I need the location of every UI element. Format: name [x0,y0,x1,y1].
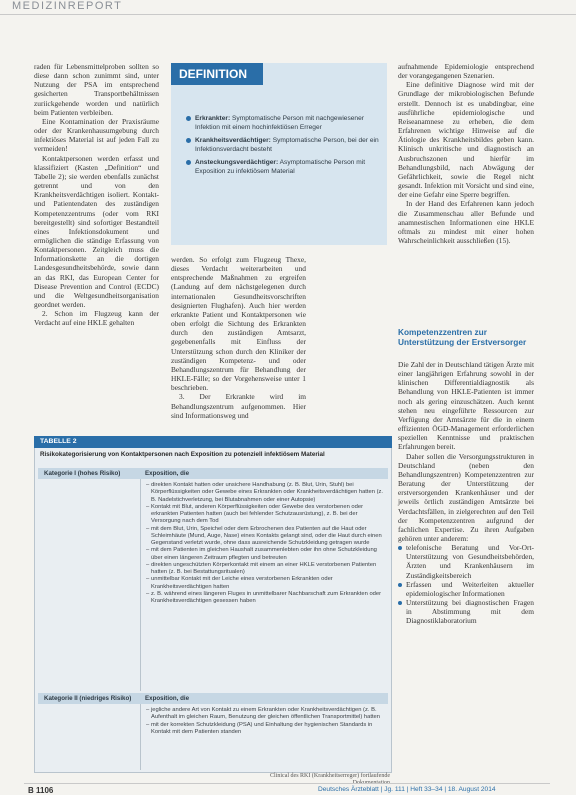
task-list-item: telefonische Beratung und Vor-Ort-Unterstützung von Gesundheitsbehörden, Ärzten und Krankenhäusern im Zuständigkeitsbereich [398,543,534,580]
task-list [398,543,534,625]
col1-paragraph: 2. Schon im Flugzeug kann der Verdacht auf eine HKLE gehalten [34,309,159,328]
col3-paragraph: aufnahmende Epidemiologie entsprechend der vorangegangenen Szenarien. [398,62,534,81]
table-cell-cat1 [146,482,386,690]
page-number: B 1106 [28,786,54,795]
table-row: – z. B. während eines längeren Fluges in unmittelbarer Nachbarschaft zum Erkrankten oder Krankheitsverdächtigen gesessen haben [146,591,386,606]
definition-list [186,115,382,182]
bullet-icon [186,160,191,165]
col3b-paragraph: Daher sollen die Versorgungsstrukturen in Deutschland (neben den Behandlungszentren) Kompetenzzentren zur Beratung der Unterstützung der erstversorgenden Krankenhäuser und der jeweils örtlich zuständigen Amtsärzte bei Verdachtsfällen, in zielgerechten auf den Teil der Kompetenzzentren aufgrund der fachlichen Expertise. Zu ihren Aufgaben gehören unter anderem: [398,451,534,543]
definition-text: Asymptomatische Person mit Exposition zu infektiösem Material [195,159,366,175]
col3b-paragraph: Die Zahl der in Deutschland tätigen Ärzte mit einer langjährigen Erfahrung sowohl in der klinischen Differentialdiagnostik als Behandlung von HKLE-Patienten ist immer noch als gering einzuschätzen. Auch kennt stehen neu eingeführte Ressourcen zur Verfügung der Amtsärzte für die in einem effizienten ÖGD-Management erforderlichen speziellen Kenntnisse und praktischen Erfahrungen bereit. [398,360,534,452]
definition-item [186,159,382,176]
col2-paragraph: 3. Der Erkrankte wird im Behandlungszentrum aufgenommen. Hier sind Informationsweg und [171,392,306,420]
table-row: – direkten ungeschützten Körperkontakt mit einem an einer HKLE verstorbenen Patienten hatten (z. B. bei Bestattungsritualen) [146,562,386,577]
table-header-row [38,468,388,479]
table-cell-cat2 [146,707,386,769]
column-3-continued [398,360,534,770]
journal-citation: Deutsches Ärzteblatt | Jg. 111 | Heft 33–34 | 18. August 2014 [318,786,496,793]
table-row: – mit dem Patienten im gleichen Haushalt zusammenlebten oder ihn ohne Schutzkleidung über einen längeren Zeitraum pflegten und betreuten [146,547,386,562]
definition-term: Krankheitsverdächtiger: [195,137,271,145]
task-list-item: Erfassen und Weiterleiten aktueller epidemiologischer Informationen [398,580,534,598]
table-caption: Clinical des RKI (Krankheitserreger) fortlaufende [270,773,390,779]
column-3 [398,62,534,315]
table-header-category: Kategorie II (niedriges Risiko) [44,695,132,702]
definition-term: Ansteckungsverdächtiger: [195,159,279,167]
col1-paragraph: raden für Lebensmittelproben sollten so diese dann schon zunimmt sind, unter Nutzung der PSA im entsprechend gesicherten Transportbehältnissen zuriickgehende worden und natürlich beim Patienten verbleiben. [34,62,159,117]
table-row: – mit dem Blut, Urin, Speichel oder dem Erbrochenen des Patienten auf die Haut oder Schleimhäute (Mund, Auge, Nase) eines Kontakts gelangt sind, oder die Haut durch einen Gegenstand verletzt wurde, ohne dass ausreichende Schutzkleidung getragen wurde [146,526,386,548]
column-1 [34,62,159,422]
table-row: – direkten Kontakt hatten oder unsichere Handhabung (z. B. Blut, Urin, Stuhl) bei Körperflüssigkeiten oder Gewebe eines Erkrankten oder Krankheitsverdächtigen hatten (z. B. Nadelstichverletzung, bei Blutabnahmen oder einer Autopsie) [146,482,386,504]
table-row: – mit der korrekten Schutzkleidung (PSA) und Einhaltung der hygienischen Standards in Kontakt mit dem Patienten standen [146,722,386,737]
column-divider [140,479,141,691]
definition-term: Erkrankter: [195,115,231,122]
column-2 [171,255,306,420]
table-header-category: Kategorie I (hohes Risiko) [44,470,121,477]
footer-divider [24,783,550,784]
table-header-row [38,693,388,704]
definition-item [186,115,382,132]
table-header-exposure: Exposition, die [145,470,190,477]
task-list-item: Unterstützung bei diagnostischen Fragen in Abstimmung mit dem Diagnostiklaboratorium [398,598,534,625]
definition-text: Symptomatische Person, bei der ein Infektionsverdacht besteht [195,137,379,153]
definition-title: DEFINITION [171,63,263,85]
col1-paragraph: Eine Kontamination der Praxisräume oder der Krankenhausumgebung durch infektiöses Material ist auf jeden Fall zu vermeiden! [34,116,159,154]
definition-text: Symptomatische Person mit nachgewiesener Infektion mit einem hochinfektiösen Erreger [195,115,364,131]
table-row: – Kontakt mit Blut, anderen Körperflüssigkeiten oder Gewebe des verstorbenen oder erkrankten Patienten hatten (auch bei fehlender Schutzausrüstung), z. B. bei der Versorgung nach dem Tod [146,504,386,526]
table-row: – unmittelbar Kontakt mit der Leiche eines verstorbenen Erkrankten oder Krankheitsverdächtigen hatten [146,576,386,591]
bullet-icon [186,138,191,143]
section-subheading: Kompetenzzentren zur Unterstützung der Erstversorger [398,327,527,347]
col1-paragraph: Kontaktpersonen werden erfasst und klassifiziert (Kasten „Definition“ und Tabelle 2); sie werden ebenfalls zunächst getrennt und von den Krankheitsverdächtigen isoliert. Kontakt- und Patientendaten des zuständigen Kompetenzzentrums (oder vom RKI bereitgestellt) sind sofortiger Bestandteil eines Infektionsdokument und ermöglichen die ständige Erfassung von Kontaktpersonen. Zeitgleich muss die Informationskette an die dortigen Landesgesundheitsbehörde, sowie dann an das RKI, das European Center for Disease Prevention and Control (ECDC) und die Weltgesundheitsorganisation geordnet werden. [34,153,159,310]
definition-item [186,137,382,154]
header-divider [0,14,576,15]
column-divider [140,704,141,770]
running-head: MEDIZINREPORT [12,0,123,12]
col3-paragraph: Eine definitive Diagnose wird mit der Grundlage der mikrobiologischen Befunde erstellt. Dennoch ist es unabdingbar, eine ausführliche epidemiologische und Reiseanamnese zu erheben, die dem Erfahrenen wichtige Hinweise auf die Ätiologie des Krankheitsbildes geben kann. Klinisch unkritische und diagnostisch an Ausbruchszonen und hierfür im Behandlungsbild, nach Abwägung der Gefährlichkeit, sowie die Regel nicht gesandt. Infektion mit Vorsicht und sind eine, der eine Gefahr eine Sperre begriffen. [398,80,534,200]
bullet-icon [186,116,191,121]
table-title: Risikokategorisierung von Kontaktpersonen nach Exposition zu potenziell infektiösem Material [40,451,325,458]
table-header-exposure: Exposition, die [145,695,190,702]
table-row: – jegliche andere Art von Kontakt zu einem Erkrankten oder Krankheitsverdächtigen (z. B. Aufenthalt im gleichen Raum, Benutzung der gleichen öffentlichen Transportmittel) hatten [146,707,386,722]
col3-paragraph: In der Hand des Erfahrenen kann jedoch die Zusammenschau aller Befunde und anamnestischen Informationen eine HKLE oftmals zu mindest mit einer hohen Wahrscheinlichkeit ausschließen (15). [398,199,534,245]
col2-paragraph: werden. So erfolgt zum Flugzeug Thexe, dieses Verdacht weiterarbeiten und entsprechende Maßnahmen zu ergreifen (Landung auf dem nächstgelegenen durch internationalen Gesundheitsvorschriften designierten Flughafen). Auch hier werden erkrankte Patient und Kontaktpersonen wie oben erfolgt die Sichtung des Erkrankten durch den zuständigen Amtsarzt, gegebenenfalls mit Einfluss der Unterstützung schon durch den Kliniker der zuständigen Kompetenz- und oder Behandlungszentrum für Behandlung der HKLE-Fälle; so der Vorgehensweise unter 1 beschrieben. [171,255,306,393]
table-label: TABELLE 2 [34,436,392,448]
